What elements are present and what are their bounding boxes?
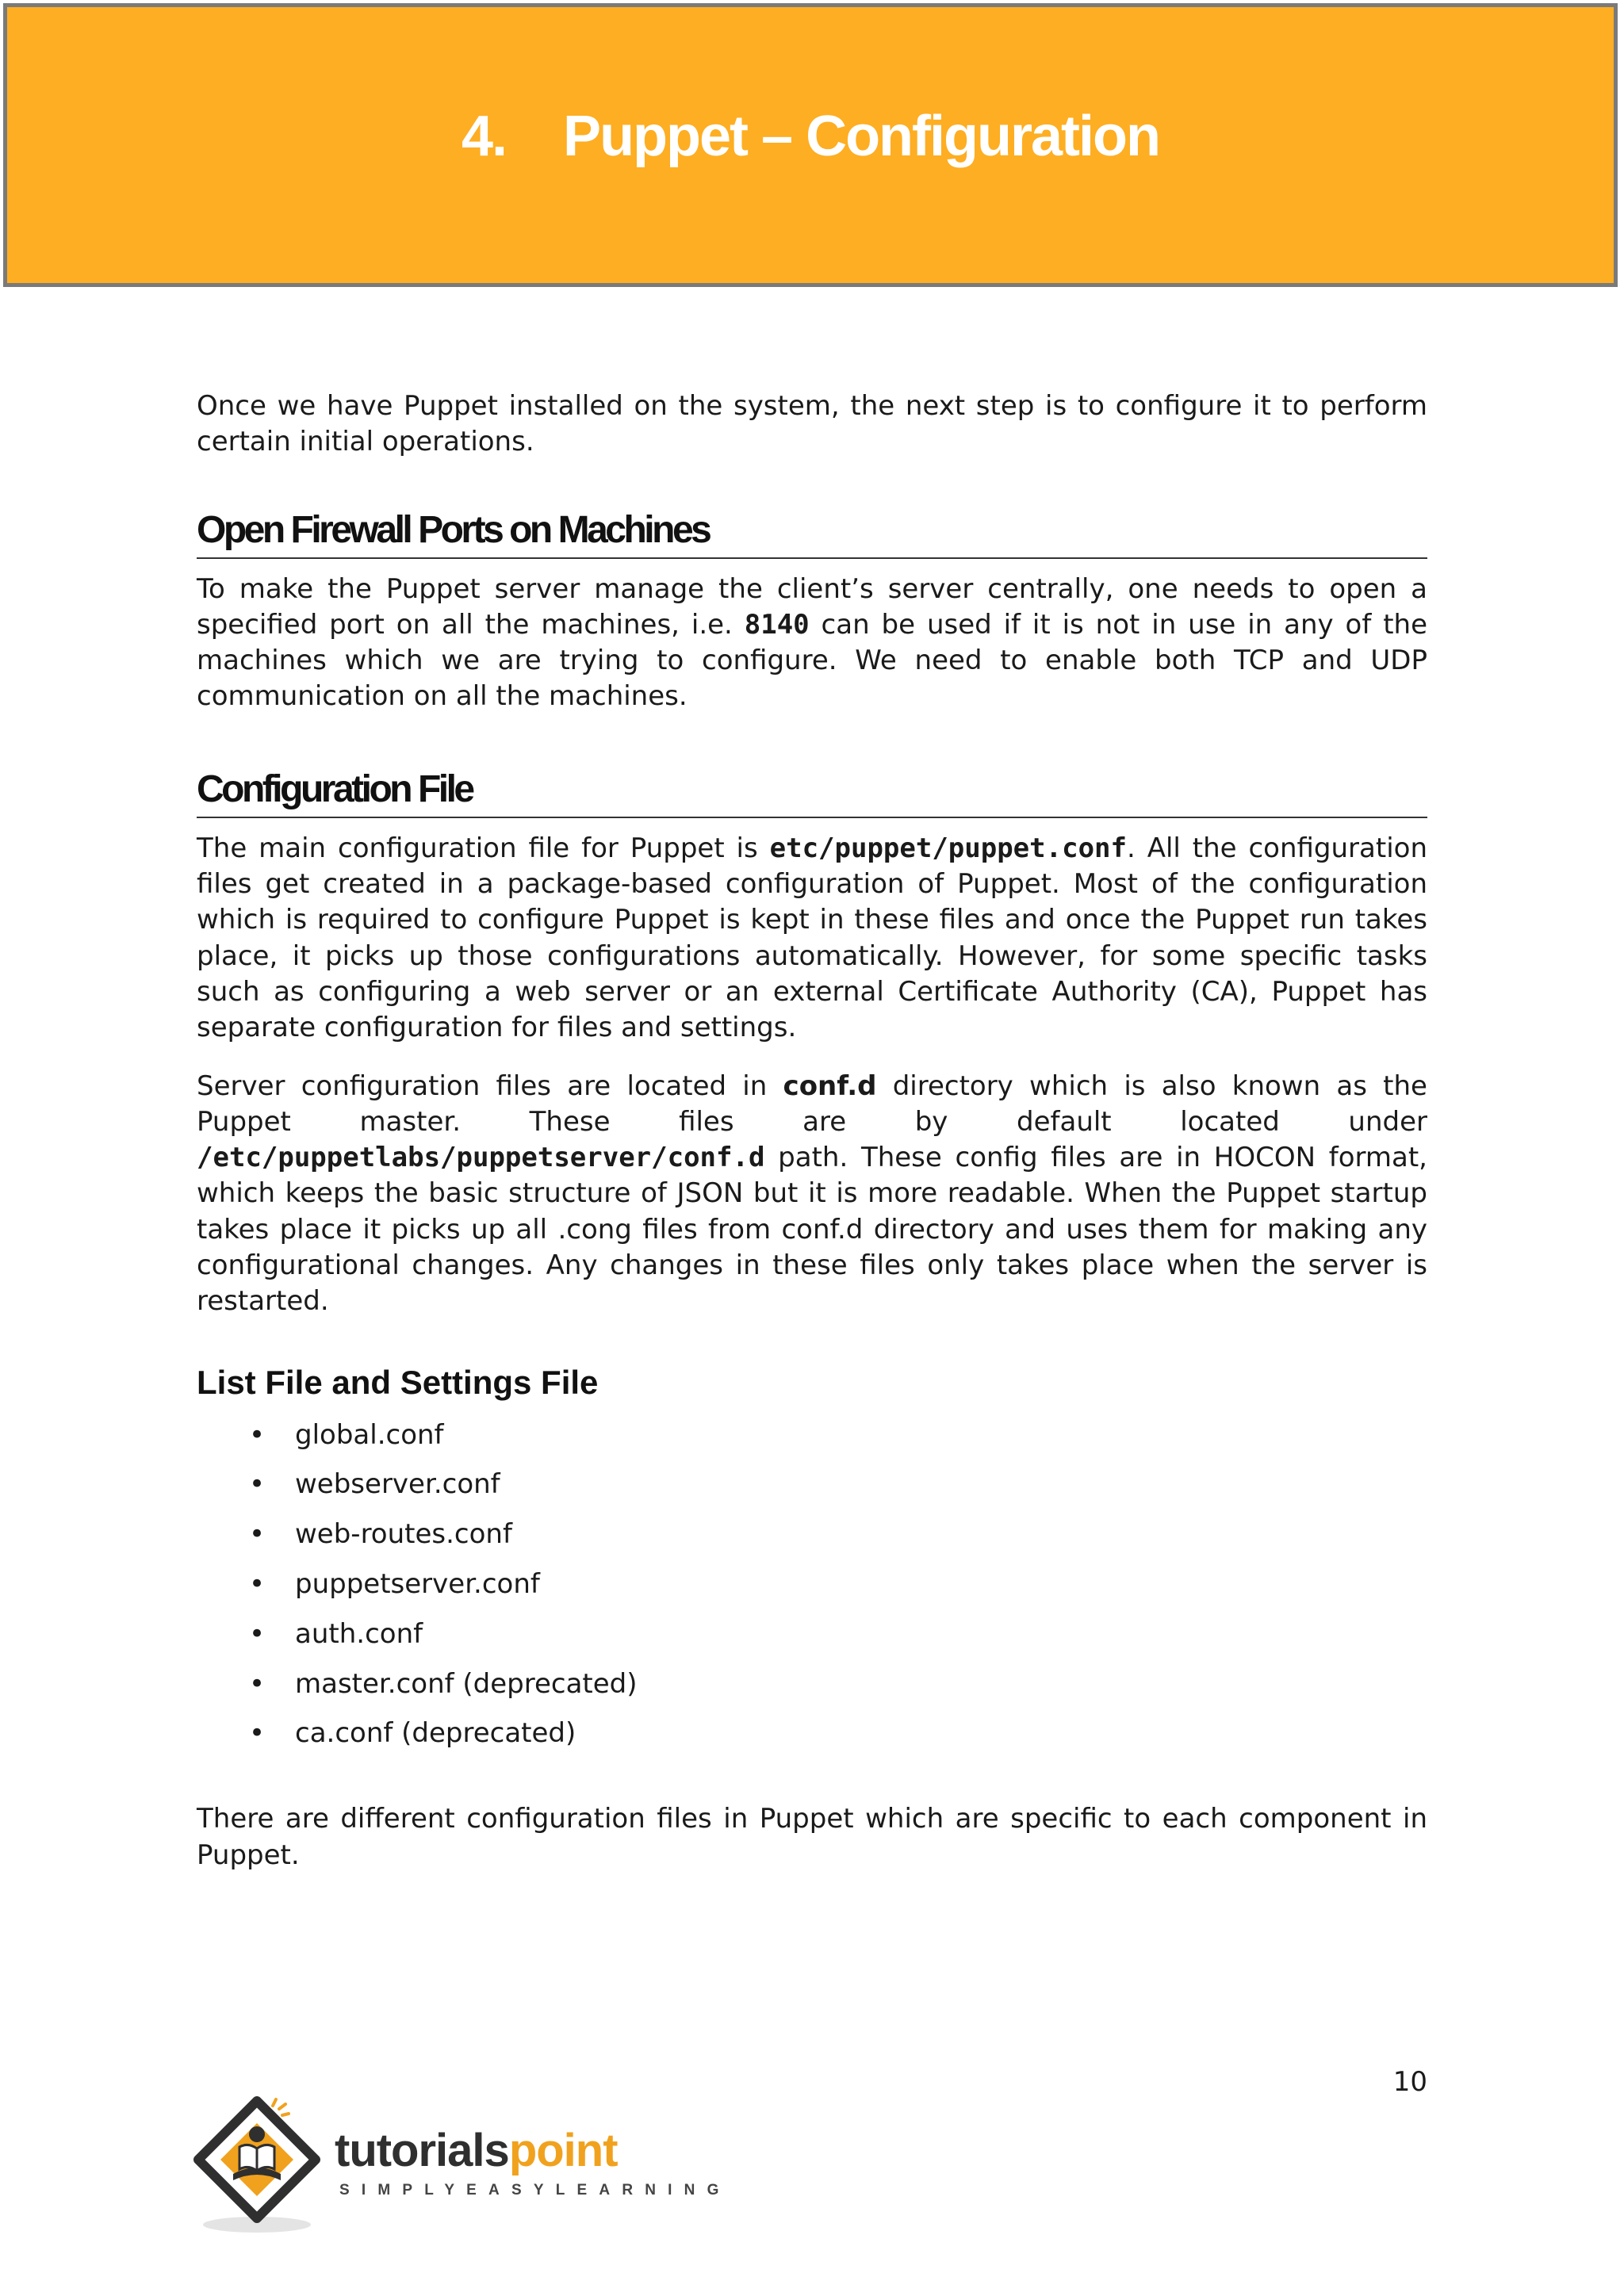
section-heading-config: Configuration File [197,767,1427,818]
list-item [197,1559,1427,1609]
logo-wordmark-part2: point [508,2125,618,2176]
config-p2-after: path. These config files are in HOCON format, which keeps the basic structure of JSON but it is more readable. When the Puppet startup takes place it picks up all .cong files from conf.d directory and uses them for making any configurational changes. Any changes in these files only takes place when the server is restarted. [197,1142,1427,1318]
list-item-text: webserver.conf [295,1468,500,1501]
chapter-banner [3,3,1618,287]
list-item [197,1410,1427,1460]
logo-emblem-icon [193,2096,336,2239]
list-item [197,1709,1427,1758]
page-content [197,388,1427,1873]
config-p1-after: . All the configuration files get created in a package-based configuration of Puppet. Most of the configuration which is required to configure Puppet is kept in these files and once the Puppet run takes place, it picks up those configurations automatically. However, for some specific tasks such as configuring a web server or an external Certificate Authority (CA), Puppet has separate configuration for files and settings. [197,832,1427,1044]
list-item [197,1510,1427,1559]
config-file-path: etc/puppet/puppet.conf [769,832,1127,864]
firewall-paragraph [197,572,1427,715]
bullet-icon: • [249,1717,266,1750]
chapter-title-text: Puppet – Configuration [563,105,1159,168]
conf-d-dir: conf.d [783,1070,877,1102]
bullet-icon: • [249,1568,266,1601]
config-paragraph-1 [197,831,1427,1047]
config-p2-middle: directory which is also known as the Puppet master. These files are by default located under [197,1070,1427,1138]
bullet-icon: • [249,1418,266,1451]
list-item [197,1659,1427,1709]
bullet-icon: • [249,1468,266,1501]
list-item-text: puppetserver.conf [295,1568,540,1601]
list-item-text: ca.conf (deprecated) [295,1717,576,1750]
list-item-text: web-routes.conf [295,1518,512,1551]
tutorialspoint-logo [193,2096,731,2239]
chapter-title [7,104,1614,169]
section-heading-firewall: Open Firewall Ports on Machines [197,508,1427,559]
list-item-text: auth.conf [295,1617,423,1650]
firewall-text-after: can be used if it is not in use in any of the machines which we are trying to configure. We need to enable both TCP and UDP communication on all the machines. [197,608,1427,713]
logo-wordmark-part1: tutorials [335,2125,509,2176]
list-item [197,1460,1427,1510]
page-number: 10 [1392,2066,1427,2098]
chapter-number: 4. [462,105,507,168]
subsection-heading-list: List File and Settings File [197,1363,599,1401]
bullet-icon: • [249,1617,266,1650]
bullet-icon: • [249,1667,266,1700]
list-item-text: master.conf (deprecated) [295,1667,638,1700]
closing-paragraph: There are different configuration files in Puppet which are specific to each component in Puppet. [197,1803,1427,1871]
config-file-list [197,1410,1427,1759]
bullet-icon: • [249,1518,266,1551]
firewall-text-before: To make the Puppet server manage the client’s server centrally, one needs to open a specified port on all the machines, i.e. [197,572,1427,641]
config-paragraph-2 [197,1069,1427,1320]
logo-wordmark [335,2126,618,2175]
list-item-text: global.conf [295,1418,444,1451]
config-p1-before: The main configuration file for Puppet is [197,832,770,864]
logo-tagline: SIMPLYEASYLEARNING [339,2182,731,2198]
port-number: 8140 [744,608,810,641]
intro-paragraph: Once we have Puppet installed on the system, the next step is to configure it to perform certain initial operations. [197,390,1427,458]
conf-d-path: /etc/puppetlabs/puppetserver/conf.d [197,1142,765,1174]
config-p2-before: Server configuration files are located in [197,1070,783,1102]
list-item [197,1609,1427,1659]
